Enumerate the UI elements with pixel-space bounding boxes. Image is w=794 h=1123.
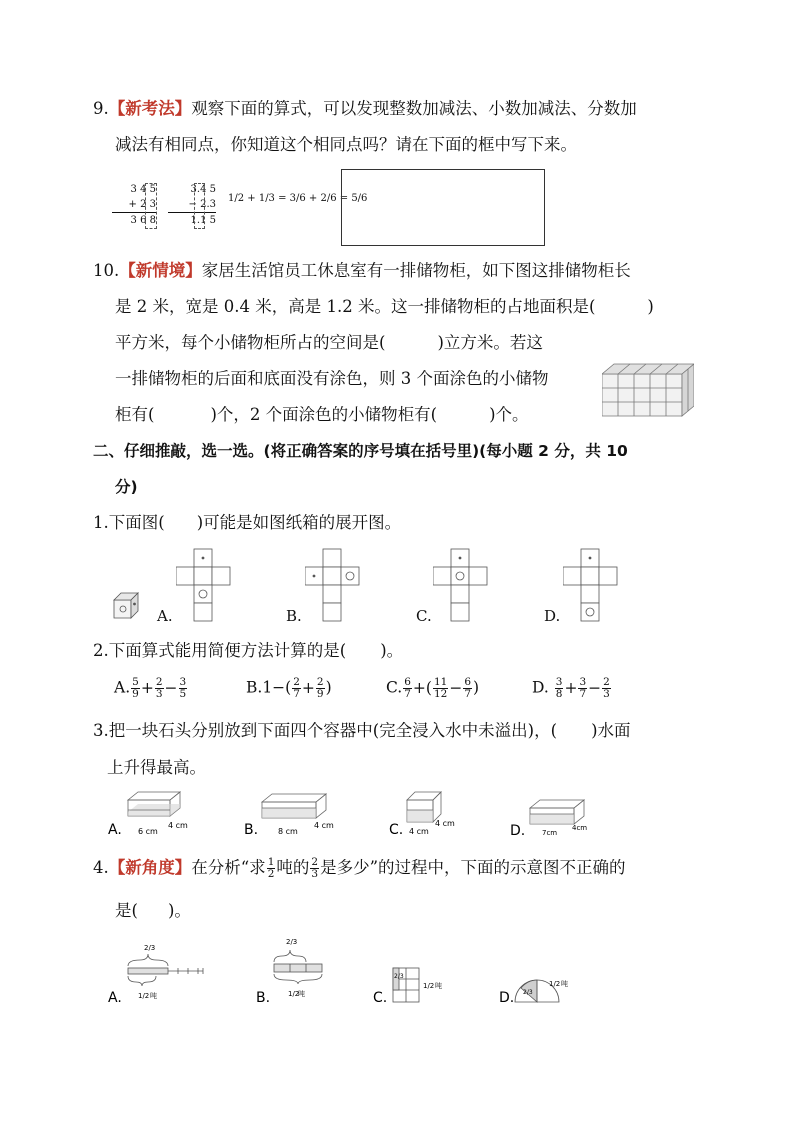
text: 是多少”的过程中，下面的示意图不正确的 [320, 858, 626, 877]
calc-row: 1.1 5 [190, 215, 216, 226]
question-text: 观察下面的算式，可以发现整数加减法、小数加减法、分数加 [191, 99, 637, 118]
paren: ) [473, 678, 480, 697]
operator: + [140, 678, 154, 697]
question-number: 4. [93, 858, 109, 877]
text: 是 2 米，宽是 0.4 米，高是 1.2 米。这一排储物柜的占地面积是( [115, 297, 596, 316]
question-tag: 【新角度】 [108, 858, 192, 877]
option-label: C. [386, 678, 403, 697]
text: 是( [115, 901, 138, 920]
option-label[interactable]: C. [389, 822, 404, 838]
q10-line1 [93, 260, 631, 282]
locker-illustration [602, 362, 694, 418]
diagram-b [256, 934, 336, 1008]
fraction: $\frac{2}{9}$ [316, 676, 324, 700]
option-b-label[interactable]: B. [286, 607, 302, 625]
q10-line5 [115, 404, 529, 426]
q2-option-b[interactable] [246, 677, 332, 700]
fraction: $\frac{2}{7}$ [293, 676, 300, 700]
option-c-label[interactable]: C. [416, 607, 432, 625]
q10-line4: 一排储物柜的后面和底面没有涂色，则 3 个面涂色的小储物 [115, 369, 549, 388]
option-label: A. [114, 678, 131, 697]
text: )立方米。若这 [437, 333, 543, 352]
width-label: 6 cm [138, 827, 158, 836]
text: )。 [167, 901, 191, 920]
diagram-a [108, 940, 208, 1008]
fraction: $\frac{3}{8}$ [555, 676, 563, 700]
q2-option-a[interactable] [114, 677, 188, 700]
fraction-label: 2/3 [394, 973, 404, 980]
fraction-label: 2/3 [523, 989, 533, 996]
option-d-label[interactable]: D. [544, 607, 561, 625]
option-label[interactable]: A. [108, 990, 122, 1006]
question-tag: 【新情境】 [119, 261, 202, 280]
decimal-calculation [168, 182, 216, 228]
answer-box[interactable] [341, 169, 545, 246]
fraction: $\frac{2}{3}$ [603, 676, 610, 700]
fraction-label: 2/3 [286, 938, 298, 946]
depth-label: 4cm [572, 824, 588, 832]
section-heading-cont: 分) [115, 478, 138, 496]
fraction: $\frac{5}{9}$ [132, 676, 139, 700]
operator: − [449, 678, 463, 697]
q2-text [93, 640, 403, 662]
text: 在分析“求 [191, 858, 266, 877]
q9-line1 [93, 98, 637, 120]
container-d [510, 796, 600, 838]
container-c [389, 788, 469, 838]
text: 平方米，每个小储物柜所占的空间是( [115, 333, 386, 352]
fraction: $\frac{6}{7}$ [464, 676, 472, 700]
option-a-label[interactable]: A. [157, 607, 173, 625]
diagram-c [373, 964, 453, 1008]
operator: + [564, 678, 578, 697]
fraction-label: 2/3 [144, 944, 156, 952]
text: )水面 [591, 721, 631, 740]
width-label: 4 cm [409, 827, 429, 836]
cube-net-c [433, 548, 489, 622]
fraction-calculation: 1/2 + 1/3 = 3/6 + 2/6 = 5/6 [228, 193, 368, 204]
q1-text [93, 512, 401, 534]
dashed-box [194, 183, 205, 229]
q10-line2 [115, 296, 654, 318]
fraction: $\frac{6}{7}$ [404, 676, 411, 700]
option-label[interactable]: D. [510, 823, 526, 838]
fraction: $\frac{2}{3}$ [311, 856, 319, 880]
calc-row: − 2.3 [168, 197, 216, 213]
operator: − [164, 678, 178, 697]
operator: +( [412, 678, 432, 697]
option-expression [554, 676, 612, 700]
calc-row: 3.4 5 [190, 184, 216, 195]
option-label: D. [532, 678, 549, 697]
cube-net-a [176, 548, 232, 622]
option-expression [402, 676, 473, 700]
cube-net-b [305, 548, 361, 622]
fraction-label: 1/2 [423, 982, 435, 990]
paren: ) [325, 678, 332, 697]
text: 柜有( [115, 405, 155, 424]
fraction-label: 1/2 [138, 992, 150, 1000]
depth-label: 4 cm [168, 821, 188, 830]
container-b [244, 790, 344, 838]
text: 吨的 [276, 858, 310, 877]
text: 1.下面图( [93, 513, 165, 532]
text: )个。 [489, 405, 529, 424]
question-tag: 【新考法】 [108, 99, 192, 118]
text: )可能是如图纸箱的展开图。 [196, 513, 402, 532]
fraction: $\frac{1}{2}$ [267, 856, 275, 880]
cube-net-d [563, 548, 619, 622]
option-label[interactable]: C. [373, 990, 388, 1006]
text: )个，2 个面涂色的小储物柜有( [210, 405, 438, 424]
option-expression [291, 676, 325, 700]
diagram-d [499, 970, 579, 1008]
q10-line3 [115, 332, 543, 354]
q4-line1 [93, 857, 626, 880]
calc-row: 3 6 8 [130, 215, 156, 226]
text: 2.下面算式能用简便方法计算的是( [93, 641, 347, 660]
operator: − [588, 678, 602, 697]
option-label: B.1−( [246, 678, 292, 697]
text: 3.把一块石头分别放到下面四个容器中(完全浸入水中未溢出)，( [93, 721, 558, 740]
fraction: $\frac{11}{12}$ [433, 676, 448, 700]
dashed-box [145, 183, 157, 229]
box-cube-icon [113, 592, 139, 620]
question-number: 10. [93, 261, 120, 280]
q3-line2: 上升得最高。 [107, 758, 206, 777]
fraction: $\frac{2}{3}$ [155, 676, 163, 700]
option-expression [130, 676, 188, 700]
question-number: 9. [93, 99, 109, 118]
option-label[interactable]: B. [244, 822, 259, 838]
q3-line1 [93, 720, 631, 742]
fraction-label: 1/2 [549, 980, 561, 988]
option-label[interactable]: A. [108, 822, 122, 838]
option-label[interactable]: B. [256, 990, 271, 1006]
option-label[interactable]: D. [499, 990, 515, 1006]
calc-row: 3 4 5 [130, 184, 156, 195]
unit-label: 吨 [150, 992, 157, 1000]
unit-label: 吨 [561, 980, 568, 988]
section-heading: 二、仔细推敲，选一选。(将正确答案的序号填在括号里)(每小题 2 分，共 10 [93, 442, 628, 460]
question-text: 家居生活馆员工休息室有一排储物柜，如下图这排储物柜长 [201, 261, 631, 280]
q2-option-d[interactable] [532, 677, 612, 700]
depth-label: 4 cm [314, 821, 334, 830]
unit-label: 吨 [298, 990, 305, 998]
fraction: $\frac{3}{7}$ [579, 676, 587, 700]
q4-line2 [115, 900, 191, 922]
container-a [108, 790, 198, 838]
operator: + [301, 678, 315, 697]
text: ) [647, 297, 654, 316]
fraction-label: 1/2 [288, 990, 300, 998]
calc-row: + 2 3 [112, 197, 156, 213]
width-label: 8 cm [278, 827, 298, 836]
q2-option-c[interactable] [386, 677, 479, 700]
width-label: 7cm [542, 829, 558, 837]
fraction: $\frac{3}{5}$ [179, 676, 187, 700]
depth-label: 4 cm [435, 819, 455, 828]
q9-line2: 减法有相同点，你知道这个相同点吗？请在下面的框中写下来。 [115, 135, 577, 154]
text: )。 [380, 641, 404, 660]
unit-label: 吨 [435, 982, 442, 990]
